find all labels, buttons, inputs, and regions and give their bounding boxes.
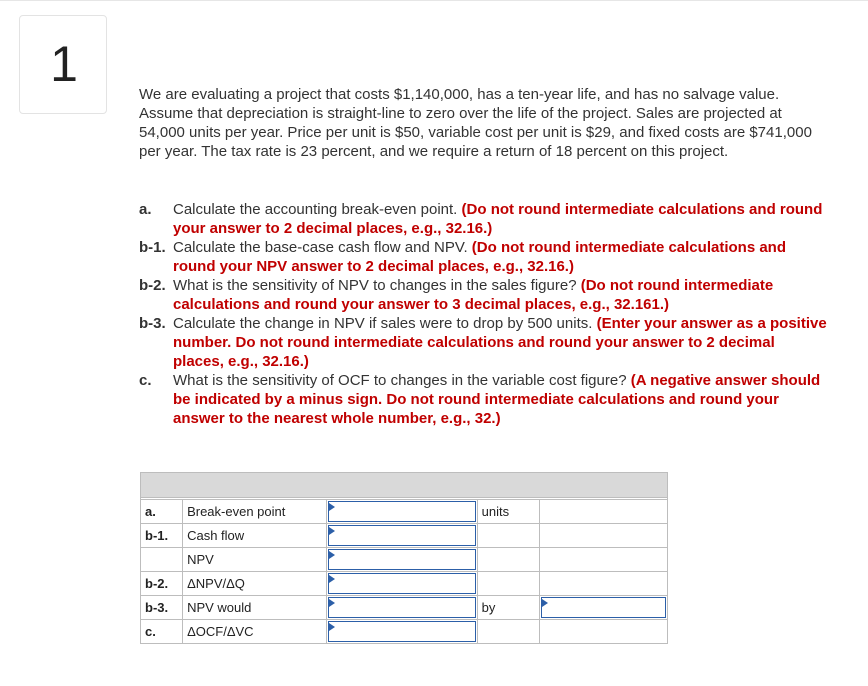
part-c [139, 371, 829, 428]
part-b3 [139, 314, 829, 371]
ocf-sensitivity-input[interactable] [329, 622, 474, 641]
row-label: b-3. [141, 596, 183, 620]
row-unit [477, 620, 539, 644]
part-text: Calculate the change in NPV if sales were to drop by 500 units. [173, 315, 593, 332]
row-unit [477, 572, 539, 596]
npv-change-input[interactable] [542, 598, 665, 617]
top-divider [0, 0, 868, 1]
part-label: b-2. [139, 277, 166, 294]
part-b1 [139, 238, 829, 276]
row-label: b-1. [141, 524, 183, 548]
part-text: Calculate the base-case cash flow and NPV. [173, 239, 468, 256]
row-unit [477, 524, 539, 548]
part-label: a. [139, 201, 152, 218]
table-row [141, 620, 668, 644]
row-label: b-2. [141, 572, 183, 596]
question-intro: We are evaluating a project that costs $1,140,000, has a ten-year life, and has no salvage value. Assume that depreciation is straight-line to zero over the life of the project. Sales are projected at 54,000 units per year. Price per unit is $50, variable cost per unit is $29, and fixed costs are $741,000 per year. The tax rate is 23 percent, and we require a return of 18 percent on this project. [139, 86, 812, 160]
row-description: ΔOCF/ΔVC [183, 620, 327, 644]
part-b2 [139, 276, 829, 314]
row-description: ΔNPV/ΔQ [183, 572, 327, 596]
row-unit: units [477, 500, 539, 524]
table-row [141, 596, 668, 620]
part-label: c. [139, 372, 152, 389]
part-text: What is the sensitivity of OCF to changes in the variable cost figure? [173, 372, 627, 389]
row-label [141, 548, 183, 572]
row-label: a. [141, 500, 183, 524]
part-instruction: (Do not round intermediate calculations and round your answer to 3 decimal places, e.g., 32.161.) [173, 277, 774, 313]
row-description: Cash flow [183, 524, 327, 548]
npv-sensitivity-input[interactable] [329, 574, 474, 593]
row-unit [477, 548, 539, 572]
question-number-box [19, 15, 107, 114]
npv-input[interactable] [329, 550, 474, 569]
question-number: 1 [50, 36, 78, 92]
table-row [141, 548, 668, 572]
row-description: NPV would [183, 596, 327, 620]
table-row [141, 572, 668, 596]
row-label: c. [141, 620, 183, 644]
cash-flow-input[interactable] [329, 526, 474, 545]
part-instruction: (Do not round intermediate calculations and round your answer to 2 decimal places, e.g., 32.16.) [173, 201, 823, 237]
part-text: What is the sensitivity of NPV to changes in the sales figure? [173, 277, 577, 294]
row-description: Break-even point [183, 500, 327, 524]
part-label: b-3. [139, 315, 166, 332]
part-instruction: (Do not round intermediate calculations and round your NPV answer to 2 decimal places, e.g., 32.16.) [173, 239, 786, 275]
part-instruction: (A negative answer should be indicated by a minus sign. Do not round intermediate calculations and round your answer to the nearest whole number, e.g., 32.) [173, 372, 821, 427]
answer-table [140, 472, 668, 644]
part-label: b-1. [139, 239, 166, 256]
table-row [141, 500, 668, 524]
part-text: Calculate the accounting break-even point. [173, 201, 458, 218]
part-instruction: (Enter your answer as a positive number. Do not round intermediate calculations and round your answer to 2 decimal places, e.g., 32.16.) [173, 315, 827, 370]
break-even-input[interactable] [329, 502, 474, 521]
npv-direction-select[interactable] [329, 598, 474, 617]
row-unit: by [477, 596, 539, 620]
row-description: NPV [183, 548, 327, 572]
part-a [139, 200, 829, 238]
question-parts [139, 200, 829, 428]
answer-table-header [141, 473, 668, 498]
table-row [141, 524, 668, 548]
